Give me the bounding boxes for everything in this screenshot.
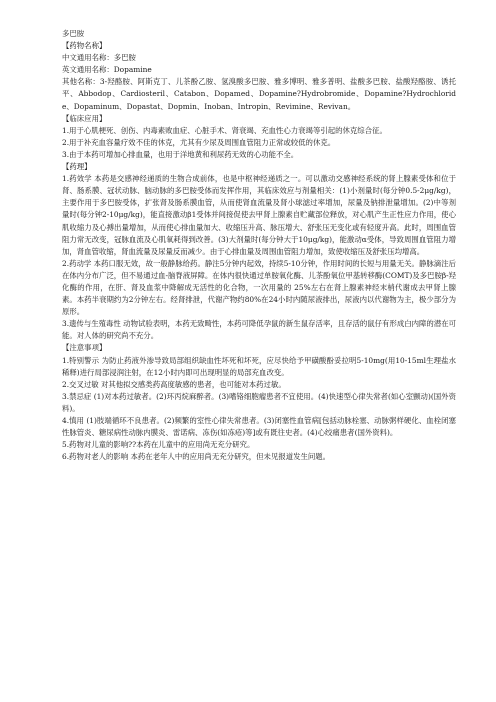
elderly-effect-paragraph: 6.药物对老人的影响 本药在老年人中的应用尚无充分研究，但未见报道发生问题。 <box>62 452 331 462</box>
clinical-use-item-3: 3.由于本药可增加心排血量，也用于洋地黄和利尿药无效的心功能不全。 <box>62 149 299 159</box>
special-warning-paragraph: 1.特别警示 为防止药液外渗导致局部组织缺血性坏死和坏死，应尽快给予甲磺酸酚妥拉明5-10mg(用10-15ml生理盐水稀释)进行局部浸润注射，在12小时内即可出现明显的局部充血改变。 <box>62 355 456 377</box>
section-heading-precautions: 【注意事项】 <box>62 343 107 353</box>
english-generic-name: 英文通用名称：Dopamine <box>62 65 152 75</box>
children-effect-paragraph: 5.药物对儿童的影响??本药在儿童中的应用尚无充分研究。 <box>62 440 255 450</box>
contraindications-paragraph: 3.禁忌症 (1)对本药过敏者。(2)环丙烷麻醉者。(3)嗜铬细胞瘤患者不宜使用。(4)快速型心律失常者(如心室颤动)(国外资料)。 <box>62 391 456 413</box>
pharmacokinetics-paragraph: 2.药动学 本药口服无效，故一般静脉给药。静注5分钟内起效，持续5-10分钟，作用时间的长短与用量无关。静脉滴注后在体内分布广泛，但不易通过血-脑脊液屏障。在体内很快通过单胺氧化酶、儿茶酚氧位甲基转移酶(COMT)及多巴胺β-羟化酶的作用，在肝、肾及血浆中降解成无活性的化合物，一次用量的 25%左右在肾上腺素神经末梢代谢成去甲肾上腺素。本药半衰期约为2分钟左右。经肾排泄，代谢产物约80%在24小时内随尿液排出，尿液内以代谢物为主，极少部分为原形。 <box>62 258 456 317</box>
section-heading-clinical-use: 【临床应用】 <box>62 113 107 123</box>
other-names-paragraph: 其他名称：3-羟酪胺、阿斯克丁、儿茶酚乙胺、氢溴酸多巴胺、雅多博明、雅多普明、盐酸多巴胺、盐酸羟酪胺、诱托平、Abbodop、Cardiosteril、Catabon、Dopamed、Dopamine?Hydrobromide、Dopamine?Hydrochloride、Dopaminum、Dopastat、Dopmin、Inoban、Intropin、Revimine、Revivan。 <box>62 77 456 111</box>
clinical-use-item-1: 1.用于心肌梗死、创伤、内毒素败血症、心脏手术、肾衰竭、充血性心力衰竭等引起的休克综合征。 <box>62 125 387 135</box>
cross-allergy-paragraph: 2.交叉过敏 对其他拟交感类药高度敏感的患者，也可能对本药过敏。 <box>62 379 286 389</box>
caution-paragraph: 4.慎用 (1)肢端循环不良患者。(2)频繁的室性心律失常患者。(3)闭塞性血管病[包括动脉栓塞、动脉粥样硬化、血栓闭塞性脉管炎、糖尿病性动脉内膜炎、雷诺病、冻伤(如冻疮)等]或有既往史者。(4)心绞痛患者(国外资料)。 <box>62 416 456 438</box>
clinical-use-item-2: 2.用于补充血容量疗效不佳的休克，尤其有少尿及周围血管阻力正常或较低的休克。 <box>62 137 336 147</box>
chinese-generic-name: 中文通用名称：多巴胺 <box>62 53 136 63</box>
section-heading-pharmacology: 【药理】 <box>62 162 92 172</box>
doc-title: 多巴胺 <box>62 29 85 38</box>
toxicity-paragraph: 3.遗传与生殖毒性 动物试验表明，本药无致畸性，本药可降低孕鼠的新生鼠存活率，且存活的鼠仔有形成白内障的潜在可能。对人体的研究尚不充分。 <box>62 319 456 341</box>
pharmacodynamics-paragraph: 1.药效学 本药是交感神经递质的生物合成前体，也是中枢神经递质之一。可以激动交感神经系统的肾上腺素受体和位于肾、肠系膜、冠状动脉、脑动脉的多巴胺受体而发挥作用，其临床效应与剂量相关：(1)小剂量时(每分钟0.5-2μg/kg)，主要作用于多巴胺受体，扩张肾及肠系膜血管，从而使肾血流量及肾小球滤过率增加，尿量及钠排泄量增加。(2)中等剂量时(每分钟2-10μg/kg)，能直接激动β1受体并间接促使去甲肾上腺素自贮藏部位释放，对心肌产生正性应力作用，使心肌收缩力及心搏出量增加，从而使心排血量加大、收缩压升高、脉压增大、舒张压无变化或有轻度升高。此时，周围血管阻力常无改变，冠脉血流及心肌氧耗得到改善。(3)大剂量时(每分钟大于10μg/kg)，能激动α受体，导致周围血管阻力增加，肾血管收缩，肾血流量及尿量反而减少。由于心排血量及周围血管阻力增加，致使收缩压及舒张压均增高。 <box>62 174 456 256</box>
section-heading-drug-name: 【药物名称】 <box>62 41 107 51</box>
